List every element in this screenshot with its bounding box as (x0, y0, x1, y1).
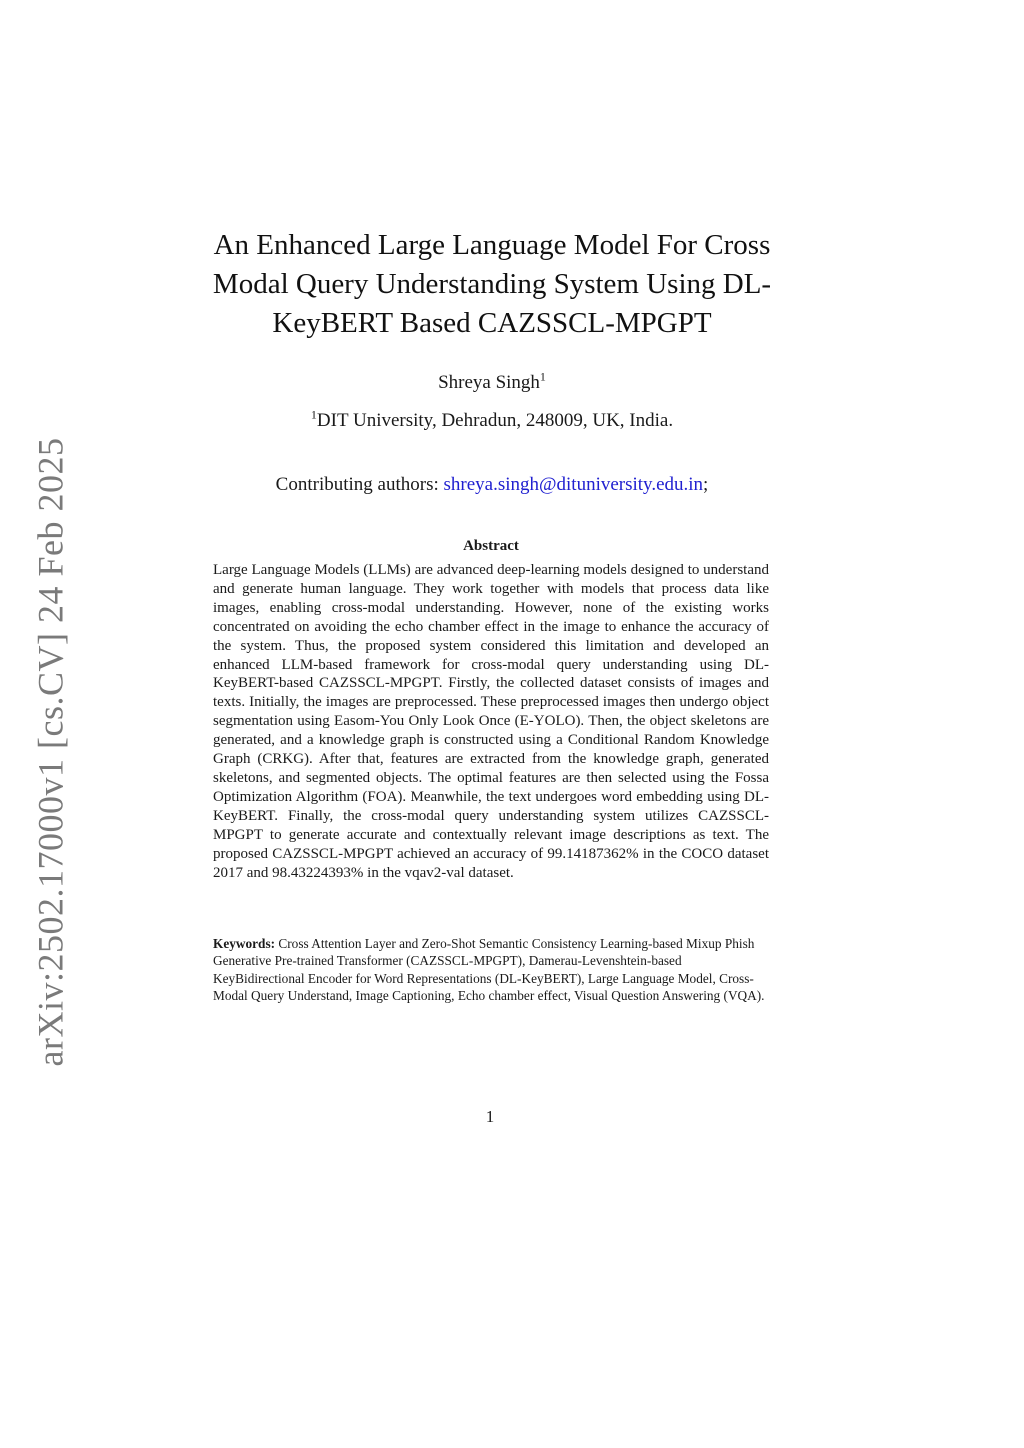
contributing-authors (180, 474, 804, 496)
abstract-heading: Abstract (463, 538, 519, 554)
author-affiliation-mark: 1 (539, 369, 546, 384)
affiliation-text: DIT University, Dehradun, 248009, UK, India. (316, 410, 674, 431)
keywords-label: Keywords: (213, 936, 276, 951)
contributing-label: Contributing authors: (275, 474, 444, 495)
author-name: Shreya Singh (438, 372, 540, 393)
abstract-body: Large Language Models (LLMs) are advanced deep-learning models designed to understand and generate human language. They work together with models that process data like images, enabling cross-modal understanding. However, none of the existing works concentrated on avoiding the echo chamber effect in the image to enhance the accuracy of the system. Thus, the proposed system considered this limitation and developed an enhanced LLM-based framework for cross-modal query understanding using DL-KeyBERT-based CAZSSCL-MPGPT. Firstly, the collected dataset consists of images and texts. Initially, the images are preprocessed. These preprocessed images then undergo object segmentation using Easom-You Only Look Once (E-YOLO). Then, the object skeletons are generated, and a knowledge graph is constructed using a Conditional Random Knowledge Graph (CRKG). After that, features are extracted from the knowledge graph, generated skeletons, and segmented objects. The optimal features are then selected using the Fossa Optimization Algorithm (FOA). Meanwhile, the text undergoes word embedding using DL-KeyBERT. Finally, the cross-modal query understanding system utilizes CAZSSCL-MPGPT to generate accurate and contextually relevant image descriptions as text. The proposed CAZSSCL-MPGPT achieved an accuracy of 99.14187362% in the COCO dataset 2017 and 98.43224393% in the vqav2-val dataset. (213, 562, 769, 881)
author-email-link[interactable]: shreya.singh@dituniversity.edu.in (443, 474, 704, 495)
contributing-suffix: ; (703, 474, 709, 495)
affiliation-mark: 1 (310, 407, 317, 422)
keywords-text: Cross Attention Layer and Zero-Shot Semantic Consistency Learning-based Mixup Phish Generative Pre-trained Transformer (CAZSSCL-MPGPT), Damerau-Levenshtein-based KeyBidirectional Encoder for Word Representations (DL-KeyBERT), Large Language Model, Cross-Modal Query Understand, Image Captioning, Echo chamber effect, Visual Question Answering (VQA). (213, 936, 765, 1004)
author-line (180, 369, 804, 394)
arxiv-identifier-stamp (10, 437, 90, 1067)
keywords-section (213, 935, 769, 1005)
affiliation-line (180, 407, 804, 432)
page-number: 1 (485, 1107, 495, 1126)
paper-title: An Enhanced Large Language Model For Cross Modal Query Understanding System Using DL-KeyBERT Based CAZSSCL-MPGPT (212, 229, 772, 339)
arxiv-identifier-text: arXiv:2502.17000v1 [cs.CV] 24 Feb 2025 (30, 437, 71, 1067)
